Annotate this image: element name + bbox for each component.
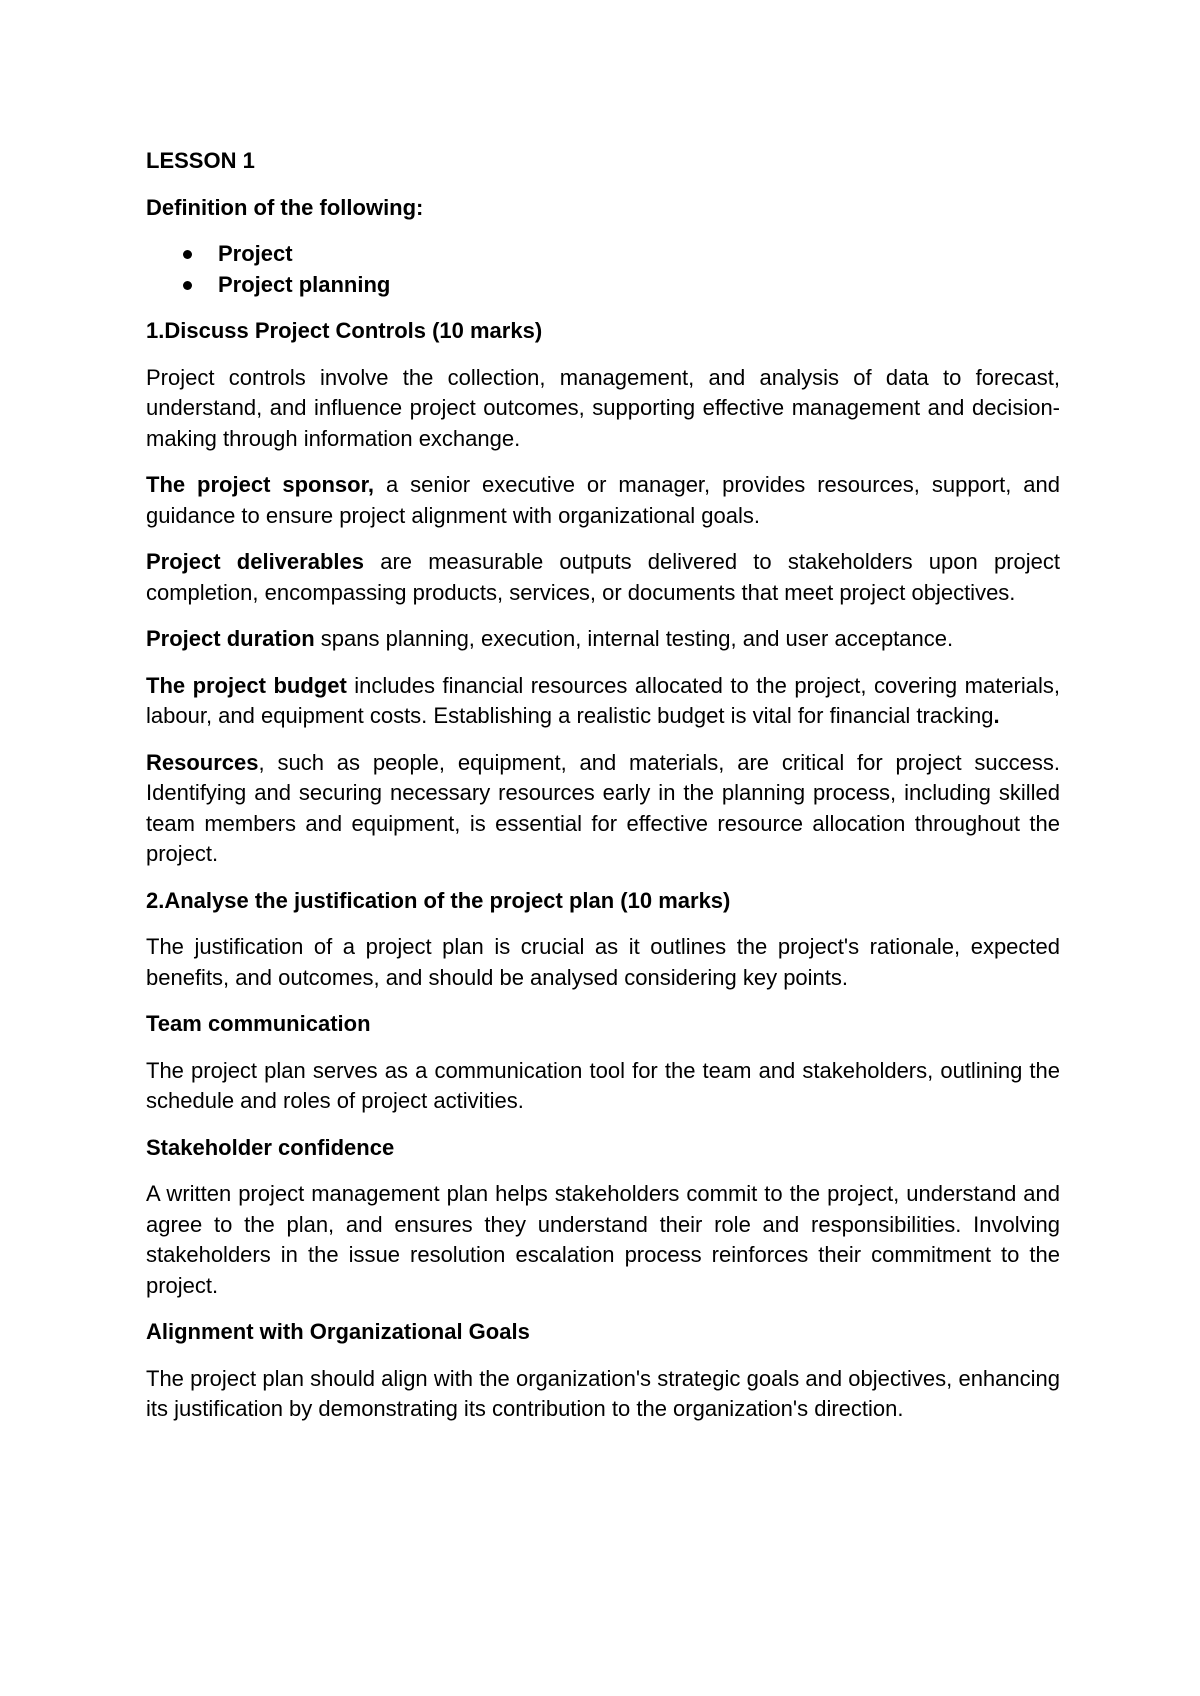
paragraph-text: are measurable outputs delivered to stakeholders upon project completion, encompassing products, services, or documents that meet project objectives. [146,549,1060,605]
team-communication-paragraph: The project plan serves as a communication tool for the team and stakeholders, outlining the schedule and roles of project activities. [146,1057,1060,1113]
paragraph-text: spans planning, execution, internal testing, and user acceptance. [314,626,954,651]
section-heading-stakeholder-confidence: Stakeholder confidence [146,1134,395,1160]
list-item-label: Project planning [218,271,391,297]
term-label: Project duration [146,626,315,651]
term-label: The project sponsor, [146,472,375,497]
project-controls-paragraph: Project controls involve the collection, management, and analysis of data to forecast, understand, and influence project outcomes, supporting effective management and decision-making through information exchange. [146,364,1060,451]
list-item [146,270,1060,301]
resources-paragraph [146,748,1060,870]
term-label: Resources [146,749,259,775]
definitions-heading: Definition of the following: [146,194,424,220]
paragraph-text: a senior executive or manager, provides resources, support, and guidance to ensure project alignment with organizational goals. [146,472,1060,528]
list-item-label: Project [218,241,293,266]
bullet-icon [183,281,192,290]
project-deliverables-paragraph [146,547,1060,608]
paragraph-text: includes financial resources allocated to the project, covering materials, labour, and equipment costs. Establishing a realistic budget is vital for financial tracking [146,672,1060,728]
project-sponsor-paragraph [146,470,1060,531]
definitions-list [146,239,1060,300]
lesson-title: LESSON 1 [146,148,255,173]
project-duration-paragraph [146,624,1060,655]
document-page [146,146,1060,1441]
alignment-goals-paragraph: The project plan should align with the organization's strategic goals and objectives, enhancing its justification by demonstrating its contribution to the organization's direction. [146,1365,1060,1421]
section-heading-alignment-goals: Alignment with Organizational Goals [146,1319,530,1344]
stakeholder-confidence-paragraph: A written project management plan helps stakeholders commit to the project, understand and agree to the plan, and ensures they understand their role and responsibilities. Involving stakeholders in the issue resolution escalation process reinforces their commitment to the project. [146,1181,1060,1298]
paragraph-text: , such as people, equipment, and materials, are critical for project success. Identifying and securing necessary resources early in the planning process, including skilled team members and equipment, is essential for effective resource allocation throughout the project. [146,749,1060,866]
question-2-heading: 2.Analyse the justification of the project plan (10 marks) [146,887,731,913]
paragraph-end-mark: . [993,703,1000,728]
list-item [146,239,1060,270]
section-heading-team-communication: Team communication [146,1011,371,1036]
project-budget-paragraph [146,671,1060,732]
justification-paragraph: The justification of a project plan is crucial as it outlines the project's rationale, expected benefits, and outcomes, and should be analysed considering key points. [146,934,1060,990]
bullet-icon [183,250,192,259]
term-label: The project budget [146,672,347,698]
question-1-heading: 1.Discuss Project Controls (10 marks) [146,318,543,343]
term-label: Project deliverables [146,549,364,574]
